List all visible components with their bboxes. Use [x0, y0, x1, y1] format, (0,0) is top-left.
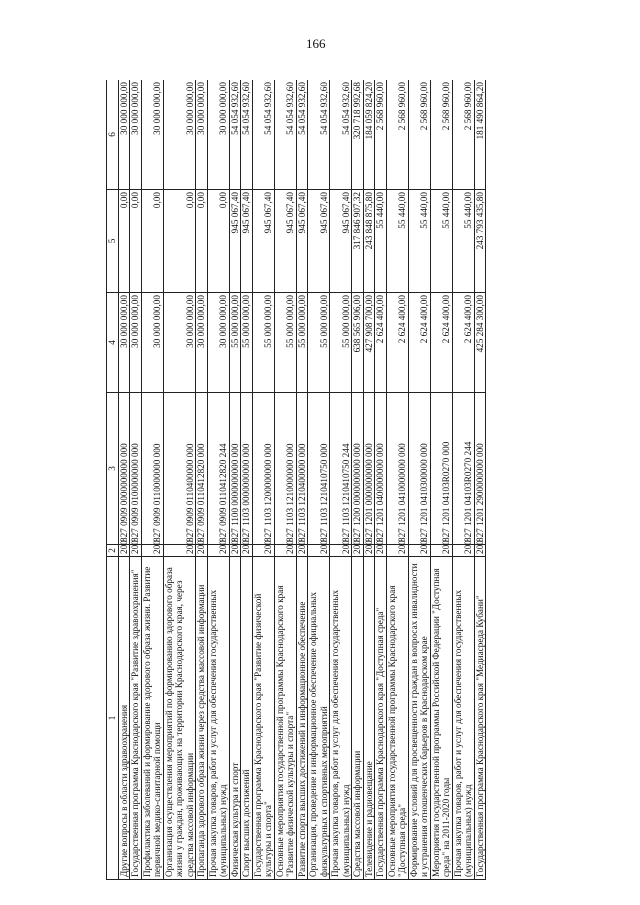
- row-approved-amount: 55 000 000,00: [296, 293, 308, 393]
- row-approved-amount: 30 000 000,00: [141, 293, 163, 393]
- row-budget-code: 827 0909 0000000000 000: [118, 393, 130, 545]
- header-col-5: 5: [107, 190, 119, 293]
- row-approved-amount: 55 000 000,00: [330, 293, 352, 393]
- row-name: Физическая культура и спорт: [229, 557, 241, 880]
- row-budget-code: 827 0909 0100000000 000: [130, 393, 142, 545]
- row-line-code: 200: [163, 545, 196, 557]
- row-executed-amount: 243 848 875,80: [363, 190, 375, 293]
- row-name: Государственная программа Краснодарского края "Развитие здравоохранения": [130, 557, 142, 880]
- row-budget-code: 827 0909 0110000000 000: [141, 393, 163, 545]
- row-line-code: 200: [352, 545, 364, 557]
- row-name: Основные мероприятия государственной программы Краснодарского края "Доступная среда": [386, 557, 408, 880]
- row-approved-amount: 30 000 000,00: [130, 293, 142, 393]
- row-line-code: 200: [196, 545, 208, 557]
- row-approved-amount: 427 908 700,00: [363, 293, 375, 393]
- row-budget-code: 827 0909 0110412820 000: [196, 393, 208, 545]
- row-executed-amount: 945 067,40: [252, 190, 274, 293]
- table-row: [274, 80, 296, 880]
- row-name: Профилактика заболеваний и формирование здорового образа жизни. Развитие первичной медико-санитарной помощи: [141, 557, 163, 880]
- row-name: Другие вопросы в области здравоохранения: [118, 557, 130, 880]
- row-executed-amount: 945 067,40: [308, 190, 330, 293]
- row-budget-code: 827 1103 1210410750 000: [308, 393, 330, 545]
- row-unexecuted-amount: 2 568 960,00: [386, 80, 408, 190]
- row-budget-code: 827 1201 04103R0270 244: [452, 393, 474, 545]
- row-line-code: 200: [252, 545, 274, 557]
- header-col-1: 1: [107, 557, 119, 880]
- row-approved-amount: 2 624 400,00: [408, 293, 430, 393]
- row-unexecuted-amount: 30 000 000,00: [196, 80, 208, 190]
- row-unexecuted-amount: 54 054 932,60: [252, 80, 274, 190]
- table-row: [196, 80, 208, 880]
- row-executed-amount: 0,00: [141, 190, 163, 293]
- header-col-4: 4: [107, 293, 119, 393]
- row-line-code: 200: [241, 545, 253, 557]
- row-unexecuted-amount: 30 000 000,00: [141, 80, 163, 190]
- row-unexecuted-amount: 2 568 960,00: [375, 80, 387, 190]
- row-budget-code: 827 1201 0410300000 000: [408, 393, 430, 545]
- row-executed-amount: 55 440,00: [408, 190, 430, 293]
- row-budget-code: 827 1200 0000000000 000: [352, 393, 364, 545]
- row-unexecuted-amount: 54 054 932,60: [330, 80, 352, 190]
- row-line-code: 200: [330, 545, 352, 557]
- row-executed-amount: 945 067,40: [296, 190, 308, 293]
- row-line-code: 200: [363, 545, 375, 557]
- row-executed-amount: 945 067,40: [241, 190, 253, 293]
- row-line-code: 200: [474, 545, 486, 557]
- row-budget-code: 827 1201 0400000000 000: [375, 393, 387, 545]
- row-approved-amount: 638 565 906,00: [352, 293, 364, 393]
- row-executed-amount: 0,00: [196, 190, 208, 293]
- rotated-table-container: [106, 80, 621, 880]
- row-executed-amount: 0,00: [130, 190, 142, 293]
- row-unexecuted-amount: 30 000 000,00: [163, 80, 196, 190]
- row-name: Основные мероприятия государственной программы Краснодарского края "Развитие физической культуры и спорта": [274, 557, 296, 880]
- row-line-code: 200: [375, 545, 387, 557]
- table-row: [163, 80, 196, 880]
- table-row: [118, 80, 130, 880]
- row-executed-amount: 0,00: [207, 190, 229, 293]
- row-budget-code: 827 1201 0410000000 000: [386, 393, 408, 545]
- row-budget-code: 827 1103 0000000000 000: [241, 393, 253, 545]
- row-executed-amount: 0,00: [118, 190, 130, 293]
- row-budget-code: 827 0909 0110412820 244: [207, 393, 229, 545]
- row-unexecuted-amount: 54 054 932,60: [274, 80, 296, 190]
- table-body: [118, 80, 486, 880]
- row-name: Спорт высших достижений: [241, 557, 253, 880]
- row-line-code: 200: [130, 545, 142, 557]
- row-approved-amount: 30 000 000,00: [163, 293, 196, 393]
- table-viewport: [106, 80, 621, 880]
- row-unexecuted-amount: 181 490 864,20: [474, 80, 486, 190]
- row-executed-amount: 243 793 435,80: [474, 190, 486, 293]
- header-col-3: 3: [107, 393, 119, 545]
- row-line-code: 200: [296, 545, 308, 557]
- row-approved-amount: 30 000 000,00: [207, 293, 229, 393]
- table-row: [363, 80, 375, 880]
- table-row: [386, 80, 408, 880]
- row-approved-amount: 425 284 300,00: [474, 293, 486, 393]
- row-name: Государственная программа Краснодарского края "Медиасреда Кубани": [474, 557, 486, 880]
- table-header-row: [107, 80, 119, 880]
- row-name: Телевидение и радиовещание: [363, 557, 375, 880]
- row-unexecuted-amount: 54 054 932,60: [308, 80, 330, 190]
- row-name: Организация осуществления мероприятий по формированию здорового образа жизни у граждан, проживающих на территории Краснодарского края, через средства массовой информации: [163, 557, 196, 880]
- row-approved-amount: 2 624 400,00: [430, 293, 452, 393]
- row-line-code: 200: [408, 545, 430, 557]
- row-executed-amount: 0,00: [163, 190, 196, 293]
- row-approved-amount: 55 000 000,00: [308, 293, 330, 393]
- row-approved-amount: 55 000 000,00: [241, 293, 253, 393]
- row-executed-amount: 55 440,00: [375, 190, 387, 293]
- row-unexecuted-amount: 2 568 960,00: [408, 80, 430, 190]
- row-budget-code: 827 1103 1200000000 000: [252, 393, 274, 545]
- row-line-code: 200: [386, 545, 408, 557]
- row-approved-amount: 55 000 000,00: [252, 293, 274, 393]
- row-approved-amount: 2 624 400,00: [375, 293, 387, 393]
- header-col-6: 6: [107, 80, 119, 190]
- table-row: [474, 80, 486, 880]
- row-line-code: 200: [229, 545, 241, 557]
- row-approved-amount: 55 000 000,00: [229, 293, 241, 393]
- row-line-code: 200: [452, 545, 474, 557]
- row-unexecuted-amount: 54 054 932,60: [241, 80, 253, 190]
- row-budget-code: 827 1201 0000000000 000: [363, 393, 375, 545]
- row-approved-amount: 30 000 000,00: [118, 293, 130, 393]
- row-unexecuted-amount: 320 718 992,68: [352, 80, 364, 190]
- row-name: Прочая закупка товаров, работ и услуг для обеспечения государственных (муниципальных) нужд: [452, 557, 474, 880]
- table-row: [229, 80, 241, 880]
- table-row: [352, 80, 364, 880]
- row-budget-code: 827 1103 1210410750 244: [330, 393, 352, 545]
- row-line-code: 200: [207, 545, 229, 557]
- table-row: [452, 80, 474, 880]
- row-name: Государственная программа Краснодарского края "Развитие физической культуры и спорта": [252, 557, 274, 880]
- row-name: Государственная программа Краснодарского края "Доступная среда": [375, 557, 387, 880]
- table-row: [308, 80, 330, 880]
- row-approved-amount: 2 624 400,00: [386, 293, 408, 393]
- table-row: [241, 80, 253, 880]
- row-name: Развитие спорта высших достижений и информационное обеспечение: [296, 557, 308, 880]
- table-row: [330, 80, 352, 880]
- table-row: [296, 80, 308, 880]
- row-budget-code: 827 1201 2900000000 000: [474, 393, 486, 545]
- row-budget-code: 827 1103 1210400000 000: [296, 393, 308, 545]
- page-number: 166: [306, 36, 326, 51]
- row-executed-amount: 55 440,00: [386, 190, 408, 293]
- row-name: Организация, проведение и информационное обеспечение официальных физкультурных и спортивных мероприятий: [308, 557, 330, 880]
- row-approved-amount: 55 000 000,00: [274, 293, 296, 393]
- row-unexecuted-amount: 2 568 960,00: [430, 80, 452, 190]
- row-name: Прочая закупка товаров, работ и услуг для обеспечения государственных (муниципальных) нужд: [207, 557, 229, 880]
- row-approved-amount: 2 624 400,00: [452, 293, 474, 393]
- row-line-code: 200: [430, 545, 452, 557]
- row-unexecuted-amount: 54 054 932,60: [229, 80, 241, 190]
- row-budget-code: 827 1100 0000000000 000: [229, 393, 241, 545]
- table-row: [130, 80, 142, 880]
- row-unexecuted-amount: 184 059 824,20: [363, 80, 375, 190]
- row-unexecuted-amount: 30 000 000,00: [118, 80, 130, 190]
- row-name: Средства массовой информации: [352, 557, 364, 880]
- header-col-2: 2: [107, 545, 119, 557]
- table-row: [408, 80, 430, 880]
- row-name: Мероприятия государственной программы Российской Федерации "Доступная среда" на 2011-2020 годы: [430, 557, 452, 880]
- row-budget-code: 827 1201 04103R0270 000: [430, 393, 452, 545]
- row-name: Формирование условий для просвещенности граждан в вопросах инвалидности и устранения отношенческих барьеров в Краснодарском крае: [408, 557, 430, 880]
- row-name: Пропаганда здорового образа жизни через средства массовой информации: [196, 557, 208, 880]
- row-executed-amount: 55 440,00: [452, 190, 474, 293]
- table-row: [430, 80, 452, 880]
- row-executed-amount: 317 846 907,32: [352, 190, 364, 293]
- row-executed-amount: 945 067,40: [229, 190, 241, 293]
- row-unexecuted-amount: 54 054 932,60: [296, 80, 308, 190]
- row-unexecuted-amount: 30 000 000,00: [130, 80, 142, 190]
- row-executed-amount: 55 440,00: [430, 190, 452, 293]
- row-line-code: 200: [308, 545, 330, 557]
- row-budget-code: 827 1103 1210000000 000: [274, 393, 296, 545]
- table-row: [252, 80, 274, 880]
- row-line-code: 200: [118, 545, 130, 557]
- table-row: [207, 80, 229, 880]
- row-budget-code: 827 0909 0110400000 000: [163, 393, 196, 545]
- table-row: [375, 80, 387, 880]
- row-unexecuted-amount: 2 568 960,00: [452, 80, 474, 190]
- row-line-code: 200: [274, 545, 296, 557]
- row-approved-amount: 30 000 000,00: [196, 293, 208, 393]
- row-unexecuted-amount: 30 000 000,00: [207, 80, 229, 190]
- table-row: [141, 80, 163, 880]
- row-name: Прочая закупка товаров, работ и услуг для обеспечения государственных (муниципальных) нужд: [330, 557, 352, 880]
- row-executed-amount: 945 067,40: [330, 190, 352, 293]
- row-executed-amount: 945 067,40: [274, 190, 296, 293]
- budget-table: [106, 80, 486, 880]
- row-line-code: 200: [141, 545, 163, 557]
